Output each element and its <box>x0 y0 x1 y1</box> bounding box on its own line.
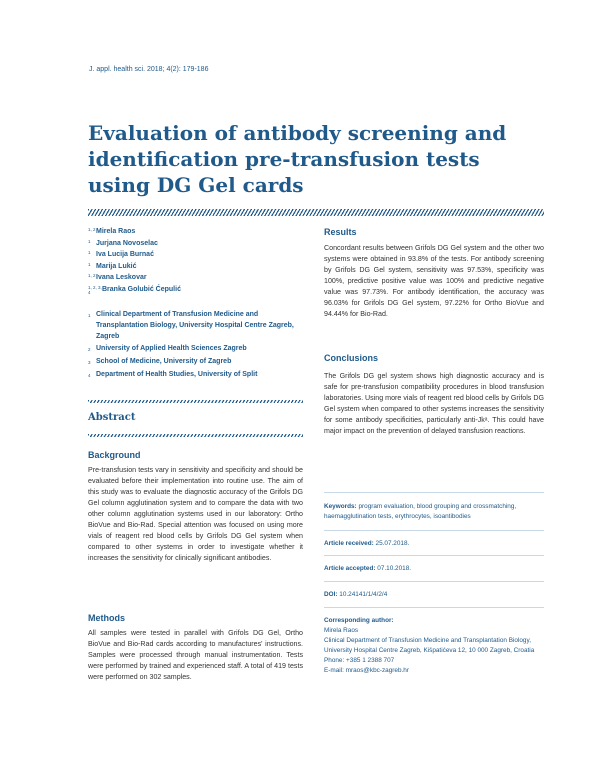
keywords-label: Keywords: <box>324 503 357 510</box>
results-text: Concordant results between Grifols DG Gel system and the other two systems were obtained in 93.8% of the tests. For antibody screening by Grifols DG Gel system, sensitivity was 97.53%, specificity was 100%, predictive positive value was 100% and predictive negative value was 97.73%. For antibody identification, the accuracy was 96.03% for Grifols DG Gel system, 97.22% for Ortho BioVue and 94.44% for Bio-Rad. <box>324 244 544 319</box>
doi <box>324 590 387 600</box>
author-sup: 1 <box>88 261 91 267</box>
author-item <box>88 261 308 273</box>
author-list <box>88 226 308 295</box>
affiliation-sup: 4 <box>88 373 91 378</box>
affiliation-item <box>88 309 303 342</box>
doi-divider <box>324 581 544 582</box>
conclusions-text: The Grifols DG gel system shows high diagnostic accuracy and is safe for pre-transfusion compatibility procedures in blood transfusion laboratories. Using more vials of reagent red blood cells by Grifols DG Gel system when compared to other systems increases the sensitivity for some antibody specificities, particularly anti-Jkᵃ. This could have major impact on the prevention of delayed transfusion reactions. <box>324 372 544 436</box>
article-title: Evaluation of antibody screening and identification pre-transfusion tests using DG Gel cards <box>88 121 507 197</box>
author-item <box>88 249 308 261</box>
author-sup: 1 <box>88 238 91 244</box>
affiliation-sup: 1 <box>88 313 91 318</box>
affiliation-sup: 3 <box>88 360 91 365</box>
received-value: 25.07.2018. <box>375 540 410 547</box>
affiliation-item <box>88 356 303 368</box>
title-divider <box>88 209 544 216</box>
corresponding-author <box>324 616 544 676</box>
author-sup: 1 <box>88 250 91 255</box>
author-sup: 1, 2, 3, 4 <box>88 284 102 295</box>
affiliation-text: Department of Health Studies, University of Split <box>96 371 258 378</box>
keywords <box>324 502 544 522</box>
affiliation-text: School of Medicine, University of Zagreb <box>96 358 232 365</box>
author-name: Mirela Raos <box>96 228 136 236</box>
corresponding-phone: Phone: +385 1 2388 707 <box>324 657 395 664</box>
author-name: Iva Lucija Burnać <box>96 251 154 259</box>
author-item <box>88 272 308 284</box>
affiliation-item <box>88 343 303 355</box>
journal-reference: J. appl. health sci. 2018; 4(2): 179-186 <box>89 66 209 73</box>
article-received <box>324 539 409 549</box>
article-accepted <box>324 564 411 574</box>
corresponding-affiliation: Clinical Department of Transfusion Medicine and Transplantation Biology, University Hospital Centre Zagreb, Kišpatićeva 12, 10 000 Zagreb, Croatia <box>324 637 535 654</box>
corresponding-label: Corresponding author: <box>324 617 394 624</box>
abstract-heading: Abstract <box>88 412 136 423</box>
received-divider <box>324 530 544 531</box>
accepted-label: Article accepted: <box>324 565 376 572</box>
conclusions-heading: Conclusions <box>324 353 379 363</box>
affiliation-text: University of Applied Health Sciences Zagreb <box>96 345 247 352</box>
background-text: Pre-transfusion tests vary in sensitivity and specificity and should be evaluated before their implementation into routine use. The aim of this study was to evaluate the diagnostic accuracy of the Grifols DG Gel column agglutination system and to compare the data with two other column agglutination systems used in our laboratory: Ortho BioVue and Bio-Rad. Special attention was focused on using more vials of reagent red blood cells by Grifols DG Gel system when compared to other systems in order to investigate whether it increases the sensitivity for clinically significant antibodies. <box>88 466 303 563</box>
affiliation-item <box>88 369 303 381</box>
accepted-divider <box>324 555 544 556</box>
received-label: Article received: <box>324 540 374 547</box>
author-item <box>88 238 308 250</box>
author-name: Marija Lukić <box>96 262 137 270</box>
author-item <box>88 284 308 296</box>
keywords-text: program evaluation, blood grouping and crossmatching, haemagglutination tests, erythrocytes, isoantibodies <box>324 503 517 520</box>
affiliation-text: Clinical Department of Transfusion Medicine and Transplantation Biology, University Hospital Centre Zagreb, Zagreb <box>96 311 294 340</box>
background-heading: Background <box>88 450 141 460</box>
keywords-divider <box>324 492 544 493</box>
author-name: Jurjana Novoselac <box>96 239 158 247</box>
accepted-value: 07.10.2018. <box>377 565 412 572</box>
corresponding-email[interactable]: E-mail: mraos@kbc-zagreb.hr <box>324 667 409 674</box>
methods-heading: Methods <box>88 613 125 623</box>
author-sup: 1, 2 <box>88 227 96 232</box>
affiliation-list <box>88 309 303 382</box>
corresponding-name: Mirela Raos <box>324 627 359 634</box>
author-name: Branka Golubić Ćepulić <box>102 285 181 293</box>
author-name: Ivana Leskovar <box>96 274 147 282</box>
methods-text: All samples were tested in parallel with Grifols DG Gel, Ortho BioVue and Bio-Rad cards according to manufactures' instructions. Samples were processed through manual instrumentation. Tests were performed by trained and experienced staff. A total of 419 tests were performed on 302 samples. <box>88 629 303 682</box>
affiliation-sup: 2 <box>88 347 91 352</box>
author-sup: 1, 2 <box>88 273 96 278</box>
results-heading: Results <box>324 227 357 237</box>
abstract-bottom-divider <box>88 434 303 437</box>
corresponding-divider <box>324 607 544 608</box>
doi-value: 10.24141/1/4/2/4 <box>339 591 388 598</box>
abstract-top-divider <box>88 400 303 403</box>
doi-label: DOI: <box>324 591 338 598</box>
author-item <box>88 226 308 238</box>
